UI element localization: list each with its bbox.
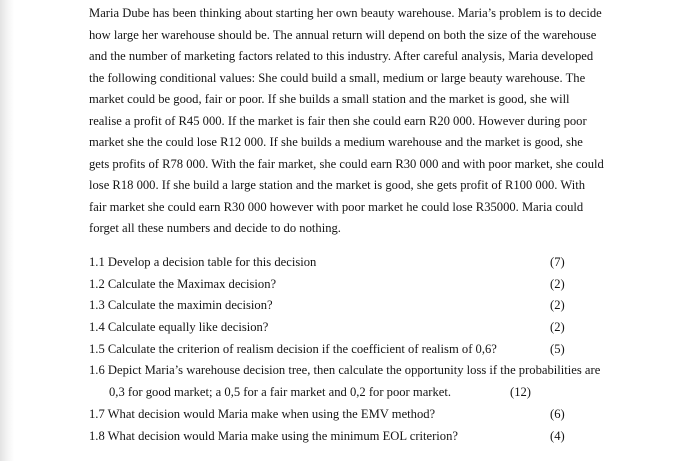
question-text: 1.3 Calculate the maximin decision? [89,298,273,313]
question-item [89,317,649,339]
question-item [89,295,649,317]
paragraph-line: lose R18 000. If she build a large station and the market is good, she gets profit of R100 000. With [89,178,586,192]
question-text: 0,3 for good market; a 0,5 for a fair market and 0,2 for poor market. [109,385,452,400]
question-marks: (12) [510,385,531,400]
question-marks: (2) [550,298,565,313]
question-text: 1.2 Calculate the Maximax decision? [89,276,277,291]
question-marks: (5) [550,341,565,356]
paragraph-line: and the number of marketing factors related to this industry. After careful analysis, Maria developed [89,49,594,63]
question-item [89,339,649,361]
photo-edge-shadow [0,0,14,461]
paragraph-line: market could be good, fair or poor. If she builds a small station and the market is good, she will [89,92,570,106]
question-text: 1.6 Depict Maria’s warehouse decision tree, then calculate the opportunity loss if the probabilities are [89,363,601,378]
paragraph-line: Maria Dube has been thinking about starting her own beauty warehouse. Maria’s problem is to decide [89,6,602,20]
paragraph-line: gets profits of R78 000. With the fair market, she could earn R30 000 and with poor market, she could [89,156,604,171]
question-marks: (4) [550,428,565,443]
question-text: 1.4 Calculate equally like decision? [89,320,269,335]
question-text: 1.1 Develop a decision table for this decision [89,255,317,269]
question-text: 1.5 Calculate the criterion of realism decision if the coefficient of realism of 0,6? [89,341,497,356]
question-item [89,274,649,296]
paragraph-line: fair market she could earn R30 000 however with poor market he could lose R35000. Maria could [89,199,584,214]
problem-paragraph [89,3,649,240]
question-item [89,360,649,382]
question-marks: (6) [550,406,565,421]
question-item-continuation [89,382,649,404]
question-item [89,252,649,274]
paragraph-line: market she the could lose R12 000. If she builds a medium warehouse and the market is good, she [89,135,583,149]
question-text: 1.7 What decision would Maria make when using the EMV method? [89,406,436,421]
paragraph-line: how large her warehouse should be. The annual return will depend on both the size of the warehouse [89,27,597,42]
question-item [89,426,649,448]
paragraph-line: realise a profit of R45 000. If the market is fair then she could earn R20 000. However during poor [89,113,587,128]
question-marks: (2) [550,276,565,291]
question-marks: (7) [550,255,565,269]
question-marks: (2) [550,320,565,335]
question-list [89,252,649,447]
question-item [89,404,649,426]
paragraph-line: the following conditional values: She could build a small, medium or large beauty warehouse. The [89,70,586,85]
paragraph-line: forget all these numbers and decide to do nothing. [89,221,341,235]
question-text: 1.8 What decision would Maria make using the minimum EOL criterion? [89,428,458,443]
